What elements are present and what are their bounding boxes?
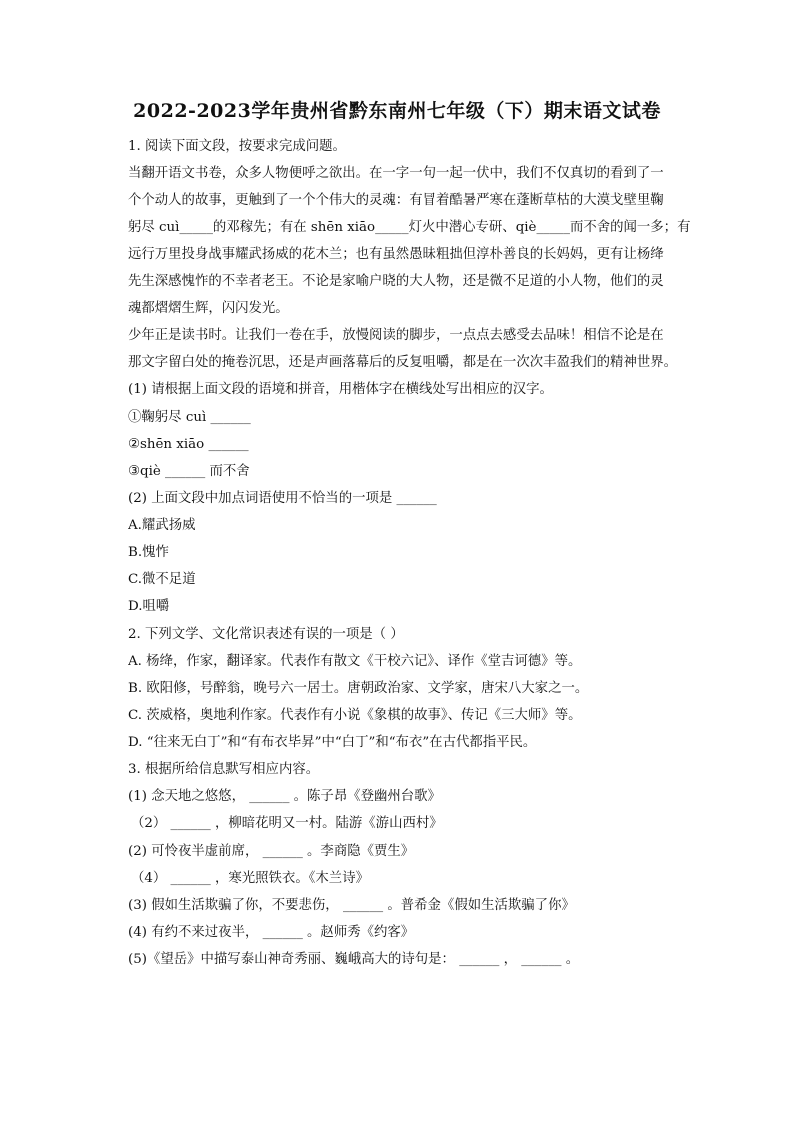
- passage-line: 当翻开语文书卷，众多人物便呼之欲出。在一字一句一起一伏中，我们不仅真切的看到了一: [128, 166, 664, 181]
- passage-line: 少年正是读书时。让我们一卷在手，放慢阅读的脚步，一点点去感受去品味！相信不论是在: [128, 328, 664, 343]
- sub-question-1: (1) 请根据上面文段的语境和拼音，用楷体字在横线处写出相应的汉字。: [128, 382, 553, 397]
- passage-line: 那文字留白处的掩卷沉思，还是声画落幕后的反复咀嚼，都是在一次次丰盈我们的精神世界。: [128, 355, 678, 370]
- recite-item: (3) 假如生活欺骗了你，不要悲伤， ______ 。普希金《假如生活欺骗了你》: [128, 898, 575, 913]
- answer-item: ①鞠躬尽 cuì ______: [128, 410, 251, 425]
- answer-item: ③qiè ______ 而不舍: [128, 464, 250, 479]
- question-2-heading: 2. 下列文学、文化常识表述有误的一项是（ ）: [128, 627, 404, 642]
- sub-question-2: (2) 上面文段中加点词语使用不恰当的一项是 ______: [128, 491, 437, 506]
- recite-item: （2） ______ ，柳暗花明又一村。陆游《游山西村》: [131, 816, 443, 831]
- recite-item: (5)《望岳》中描写泰山神奇秀丽、巍峨高大的诗句是： ______ ， ______ 。: [128, 952, 580, 967]
- option-a: A. 杨绛，作家，翻译家。代表作有散文《干校六记》、译作《堂吉诃德》等。: [128, 654, 582, 669]
- option-d: D.咀嚼: [128, 599, 170, 614]
- option-b: B.愧怍: [128, 545, 169, 560]
- recite-item: (2) 可怜夜半虚前席， ______ 。李商隐《贾生》: [128, 844, 415, 859]
- recite-item: (4) 有约不来过夜半， ______ 。赵师秀《约客》: [128, 925, 415, 940]
- option-c: C.微不足道: [128, 572, 196, 587]
- recite-item: （4） ______ ，寒光照铁衣。《木兰诗》: [131, 871, 369, 886]
- question-1-heading: 1. 阅读下面文段，按要求完成问题。: [128, 139, 346, 154]
- question-3-heading: 3. 根据所给信息默写相应内容。: [128, 762, 320, 777]
- option-d: D. “往来无白丁”和“有布衣毕昇”中“白丁”和“布衣”在古代都指平民。: [128, 735, 537, 750]
- passage-line: 躬尽 cuì_____的邓稼先；有在 shēn xiāo_____灯火中潜心专研、qiè_____而不舍的闻一多；有: [128, 220, 691, 235]
- option-a: A.耀武扬威: [128, 518, 196, 533]
- page-title: 2022-2023学年贵州省黔东南州七年级（下）期末语文试卷: [133, 100, 661, 122]
- option-c: C. 茨威格，奥地利作家。代表作有小说《象棋的故事》、传记《三大师》等。: [128, 708, 582, 723]
- passage-line: 先生深感愧怍的不幸者老王。不论是家喻户晓的大人物，还是微不足道的小人物，他们的灵: [128, 274, 664, 289]
- answer-item: ②shēn xiāo ______: [128, 437, 249, 452]
- option-b: B. 欧阳修，号醉翁，晚号六一居士。唐朝政治家、文学家，唐宋八大家之一。: [128, 681, 589, 696]
- recite-item: (1) 念天地之悠悠， ______ 。陈子昂《登幽州台歌》: [128, 789, 441, 804]
- passage-line: 魂都熠熠生辉，闪闪发光。: [128, 301, 289, 316]
- passage-line: 远行万里投身战事耀武扬威的花木兰；也有虽然愚昧粗拙但淳朴善良的长妈妈，更有让杨绛: [128, 247, 664, 262]
- passage-line: 个个动人的故事，更触到了一个个伟大的灵魂：有冒着酷暑严寒在蓬断草枯的大漠戈壁里鞠: [128, 193, 664, 208]
